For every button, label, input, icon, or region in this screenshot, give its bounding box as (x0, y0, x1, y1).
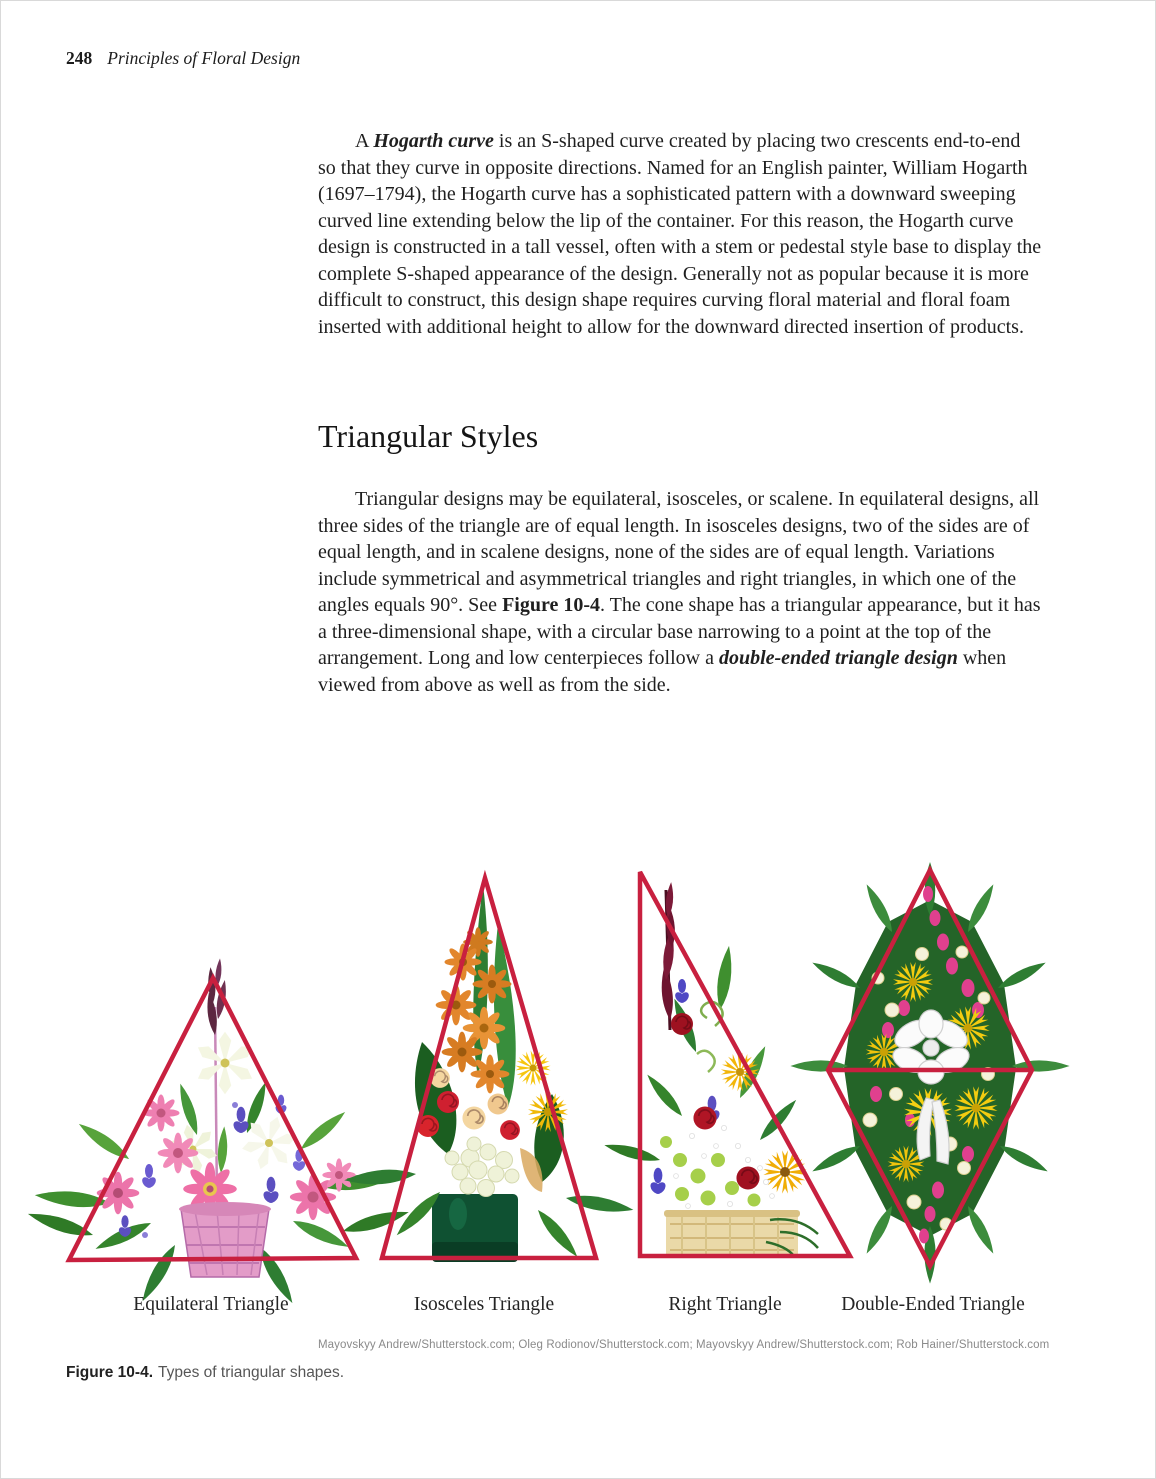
label-right-triangle: Right Triangle (668, 1294, 782, 1315)
page-number: 248 (66, 48, 93, 68)
equilateral-basket (179, 1202, 271, 1277)
isosceles-hydrangea (445, 1137, 519, 1197)
section-seg3: when viewed from above as well as from the side. (318, 647, 1007, 696)
figure-reference: Figure 10-4 (502, 594, 601, 616)
term-double-ended-triangle: double-ended triangle design (718, 647, 958, 669)
section-seg1: Triangular designs may be equilateral, isosceles, or scalene. In equilateral designs, all three sides of the triangle are of equal length. In isosceles designs, two of the sides are of equal length, and in scalene designs, none of the sides are of equal length. Variations include symmetrical and asymmetrical triangles and right triangles, in which one of the angles equals 90°. See (318, 488, 1040, 616)
term-hogarth-curve: Hogarth curve (373, 130, 494, 152)
section-seg2: . The cone shape has a triangular appearance, but it has a three-dimensional shape, with a circular base narrowing to a point at the top of the arrangement. Long and low centerpieces follow a (318, 594, 1041, 669)
isosceles-arrangement-photo (370, 862, 610, 1266)
equilateral-arrangement-photo (55, 935, 375, 1285)
intro-seg1: A (355, 130, 374, 152)
photo-credits: Mayovskyy Andrew/Shutterstock.com; Oleg Rodionov/Shutterstock.com; Mayovskyy Andrew/Shutterstock.com; Rob Hainer/Shutterstock.com (318, 1339, 1050, 1351)
label-isosceles-triangle: Isosceles Triangle (413, 1294, 555, 1315)
right-basket (664, 1210, 800, 1258)
label-double-ended-triangle: Double-Ended Triangle (841, 1294, 1025, 1315)
figure-caption-label: Figure 10-4. (66, 1364, 153, 1381)
figure-caption-text: Types of triangular shapes. (158, 1364, 345, 1381)
book-title: Principles of Floral Design (107, 48, 301, 68)
intro-seg2: is an S-shaped curve created by placing two crescents end-to-end so that they curve in opposite directions. Named for an English painter, William Hogarth (1697–1794), the Hogarth curve has a sophisticated pattern with a downward sweeping curved line extending below the lip of the container. For this reason, the Hogarth curve design is constructed in a tall vessel, often with a stem or pedestal style base to display the complete S-shaped appearance of the design. Generally not as popular because it is more difficult to construct, this design shape requires curving floral material and floral foam inserted with additional height to allow for the downward directed insertion of products. (318, 130, 1042, 338)
isosceles-vase (432, 1194, 518, 1262)
section-heading: Triangular Styles (318, 418, 539, 454)
label-equilateral-triangle: Equilateral Triangle (133, 1294, 289, 1315)
double-ended-arrangement-photo (818, 858, 1042, 1273)
right-flowers (648, 979, 806, 1208)
figure-caption (66, 1364, 344, 1382)
